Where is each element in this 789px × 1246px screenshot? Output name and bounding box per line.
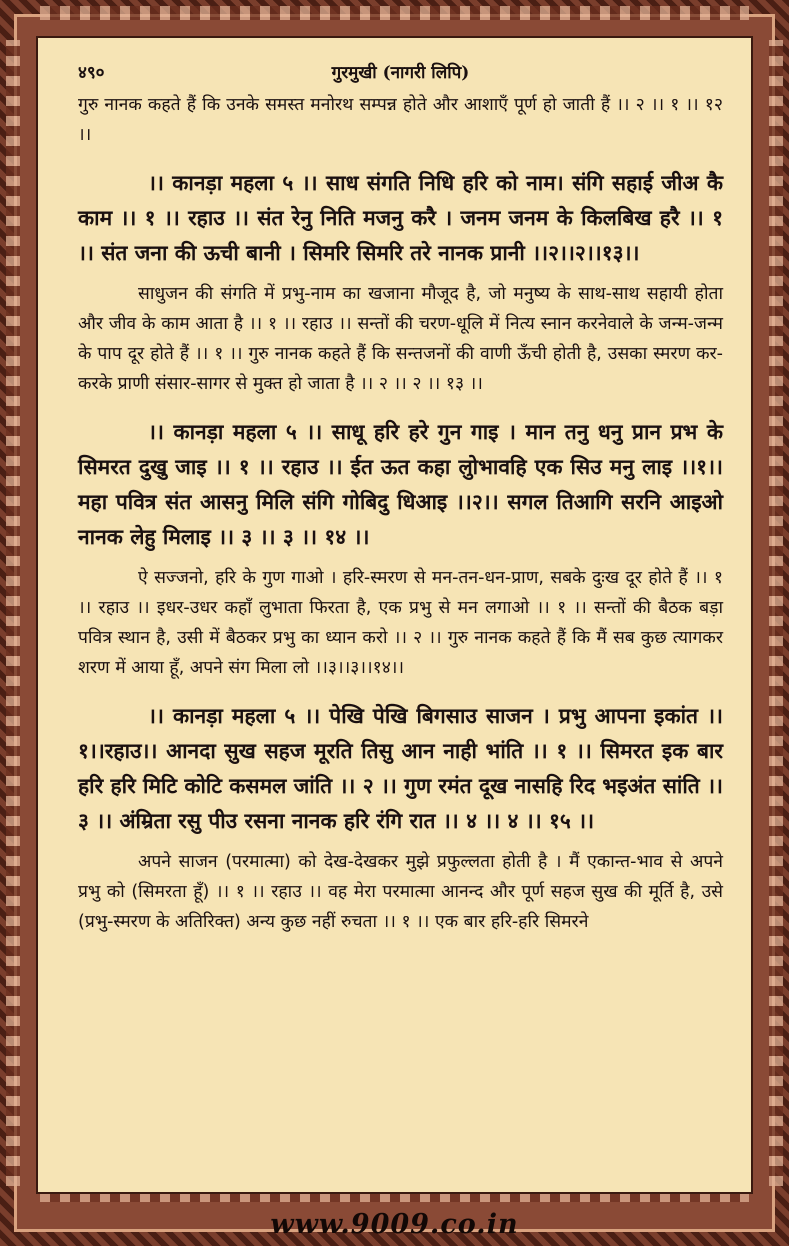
verse-paragraph: ।। कानड़ा महला ५ ।। पेखि पेखि बिगसाउ साजन । प्रभु आपना इकांत ।।१।।रहाउ।। आनदा सुख सहज मूरति तिसु आन नाही भांति ।। १ ।। सिमरत इक बार हरि हरि मिटि कोटि कसमल जांति ।। २ ।। गुण रमंत दूख नासहि रिद भइअंत सांति ।। ३ ।। अंम्रिता रसु पीउ रसना नानक हरि रंगि रात ।। ४ ।। ४ ।। १५ ।। (78, 704, 723, 833)
page-number: ४९० (78, 63, 105, 83)
running-title: गुरमुखी (नागरी लिपि) (331, 63, 470, 83)
prose-paragraph: ऐ सज्जनो, हरि के गुण गाओ । हरि-स्मरण से मन-तन-धन-प्राण, सबके दुःख दूर होते हैं ।। १ ।। रहाउ ।। इधर-उधर कहाँ लुभाता फिरता है, एक प्रभु से मन लगाओ ।। १ ।। सन्तों की बैठक बड़ा पवित्र स्थान है, उसी में बैठकर प्रभु का ध्यान करो ।। २ ।। गुरु नानक कहते हैं कि मैं सब कुछ त्यागकर शरण में आया हूँ, अपने संग मिला लो ।।३।।३।।१४।। (78, 568, 723, 678)
prose-paragraph: साधुजन की संगति में प्रभु-नाम का खजाना मौजूद है, जो मनुष्य के साथ-साथ सहायी होता और जीव के काम आता है ।। १ ।। रहाउ ।। सन्तों की चरण-धूलि में नित्य स्नान करनेवाले के जन्म-जन्म के पाप दूर होते हैं ।। १ ।। गुरु नानक कहते हैं कि सन्तजनों की वाणी ऊँची होती है, उसका स्मरण कर-करके प्राणी संसार-सागर से मुक्त हो जाता है ।। २ ।। २ ।। १३ ।। (78, 284, 723, 394)
prose-paragraph: गुरु नानक कहते हैं कि उनके समस्त मनोरथ सम्पन्न होते और आशाएँ पूर्ण हो जाती हैं ।। २ ।। १ ।। १२ ।। (78, 95, 723, 145)
website-link[interactable]: www.9009.co.in (270, 1209, 519, 1240)
scripture-page (36, 36, 753, 1194)
border-ornament-top (40, 6, 749, 20)
verse-paragraph: ।। कानड़ा महला ५ ।। साधू हरि हरे गुन गाइ । मान तनु धनु प्रान प्रभ के सिमरत दुखु जाइ ।। १ ।। रहाउ ।। ईत ऊत कहा लुोभावहि एक सिउ मनु लाइ ।।१।। महा पवित्र संत आसनु मिलि संगि गोबिदु धिआइ ।।२।। सगल तिआगि सरनि आइओ नानक लेहु मिलाइ ।। ३ ।। ३ ।। १४ ।। (78, 420, 723, 549)
border-ornament-left (6, 40, 20, 1186)
border-ornament-right (769, 40, 783, 1186)
page-header (78, 60, 723, 90)
prose-paragraph: अपने साजन (परमात्मा) को देख-देखकर मुझे प्रफुल्लता होती है । मैं एकान्त-भाव से अपने प्रभु को (सिमरता हूँ) ।। १ ।। रहाउ ।। वह मेरा परमात्मा आनन्द और पूर्ण सहज सुख की मूर्ति है, उसे (प्रभु-स्मरण के अतिरिक्त) अन्य कुछ नहीं रुचता ।। १ ।। एक बार हरि-हरि सिमरने (78, 852, 723, 932)
verse-paragraph: ।। कानड़ा महला ५ ।। साध संगति निधि हरि को नाम। संगि सहाई जीअ कै काम ।। १ ।। रहाउ ।। संत रेनु निति मजनु करै । जनम जनम के किलबिख हरै ।। १ ।। संत जना की ऊची बानी । सिमरि सिमरि तरे नानक प्रानी ।।२।।२।।१३।। (78, 171, 723, 265)
